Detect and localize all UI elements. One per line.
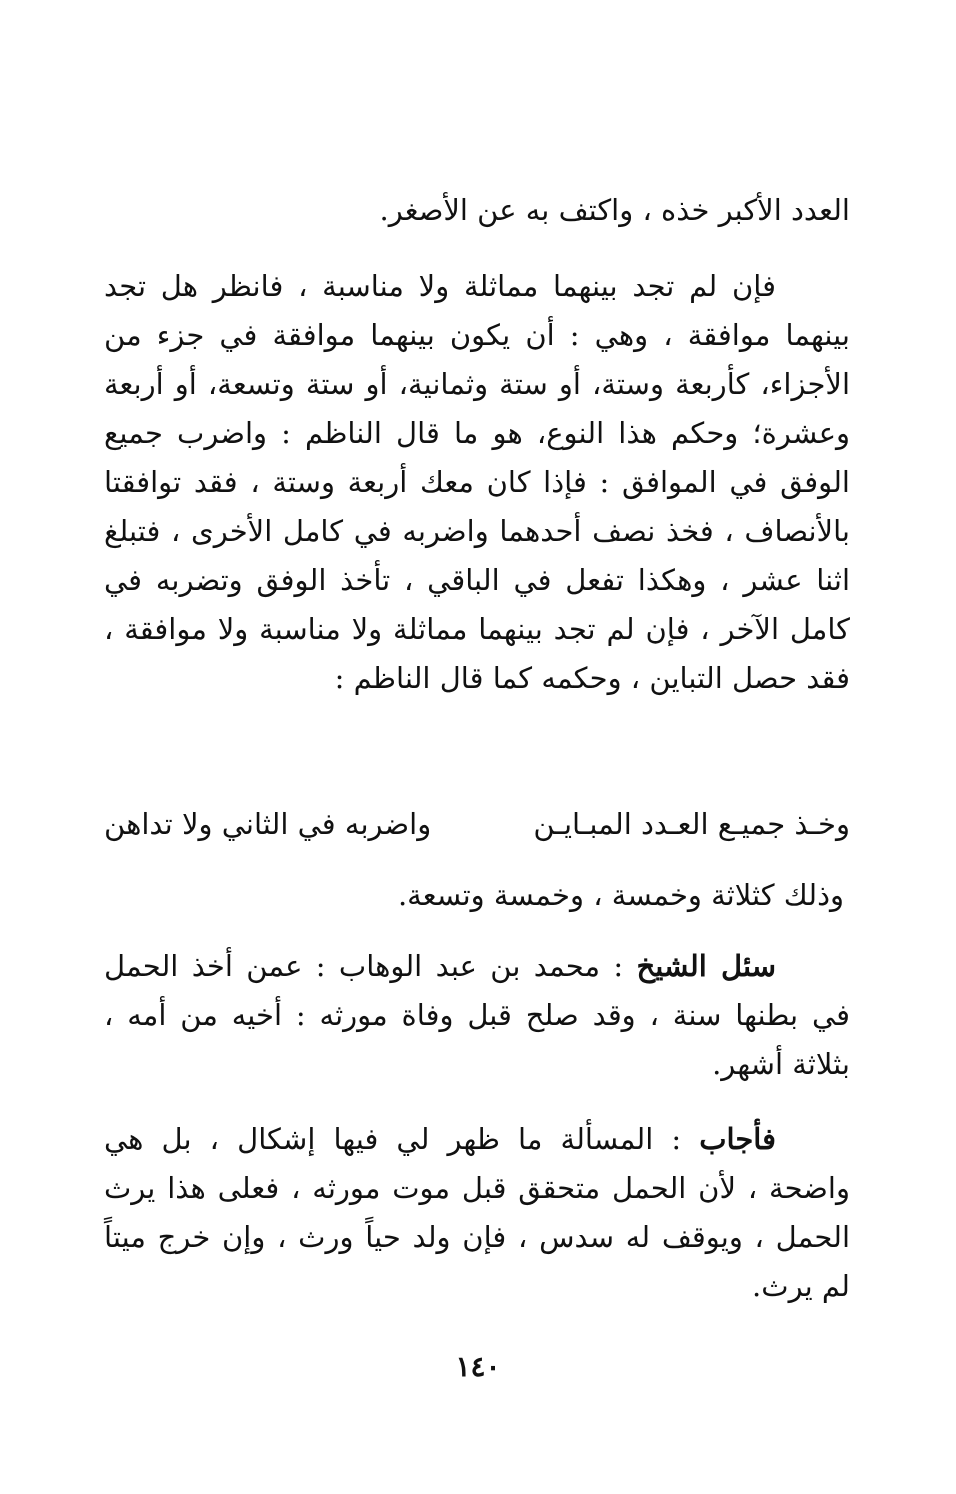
poem-hemistich-first: وخـذ جميـع العـدد المبـايـن <box>533 807 850 841</box>
answer-lead: فأجاب <box>699 1122 776 1156</box>
question-lead: سئل الشيخ <box>636 949 777 983</box>
page-number: ١٤٠ <box>455 1350 501 1383</box>
poem-example-line: وذلك كثلاثة وخمسة ، وخمسة وتسعة. <box>397 878 844 912</box>
paragraph-question <box>104 942 850 1089</box>
paragraph-answer <box>104 1115 850 1311</box>
poem-verse <box>104 794 850 854</box>
answer-text: : المسألة ما ظهر لي فيها إشكال ، بل هي واضحة ، لأن الحمل متحقق قبل موت مورثه ، فعلى هذا يرث الحمل ، ويوقف له سدس ، فإن ولد حياً ورث ، وإن خرج ميتاً لم يرث. <box>104 1122 850 1303</box>
question-text: : محمد بن عبد الوهاب : عمن أخذ الحمل في بطنها سنة ، وقد صلح قبل وفاة مورثه : أخيه من أمه ، بثلاثة أشهر. <box>104 949 850 1081</box>
paragraph-harmony-rule: فإن لم تجد بينهما مماثلة ولا مناسبة ، فانظر هل تجد بينهما موافقة ، وهي : أن يكون بينهما موافقة في جزء من الأجزاء، كأربعة وستة، أو ستة وثمانية، أو ستة وتسعة، أو أربعة وعشرة؛ وحكم هذا النوع، هو ما قال الناظم : واضرب جميع الوفق في الموافق : فإذا كان معك أربعة وستة ، فقد توافقتا بالأنصاف ، فخذ نصف أحدهما واضربه في كامل الأخرى ، فتبلغ اثنا عشر ، وهكذا تفعل في الباقي ، تأخذ الوفق وتضربه في كامل الآخر ، فإن لم تجد بينهما مماثلة ولا مناسبة ولا موافقة ، فقد حصل التباين ، وحكمه كما قال الناظم : <box>104 269 850 695</box>
continuation-line: العدد الأكبر خذه ، واكتف به عن الأصغر. <box>379 193 850 227</box>
poem-hemistich-second: واضربه في الثاني ولا تداهن <box>104 807 432 841</box>
